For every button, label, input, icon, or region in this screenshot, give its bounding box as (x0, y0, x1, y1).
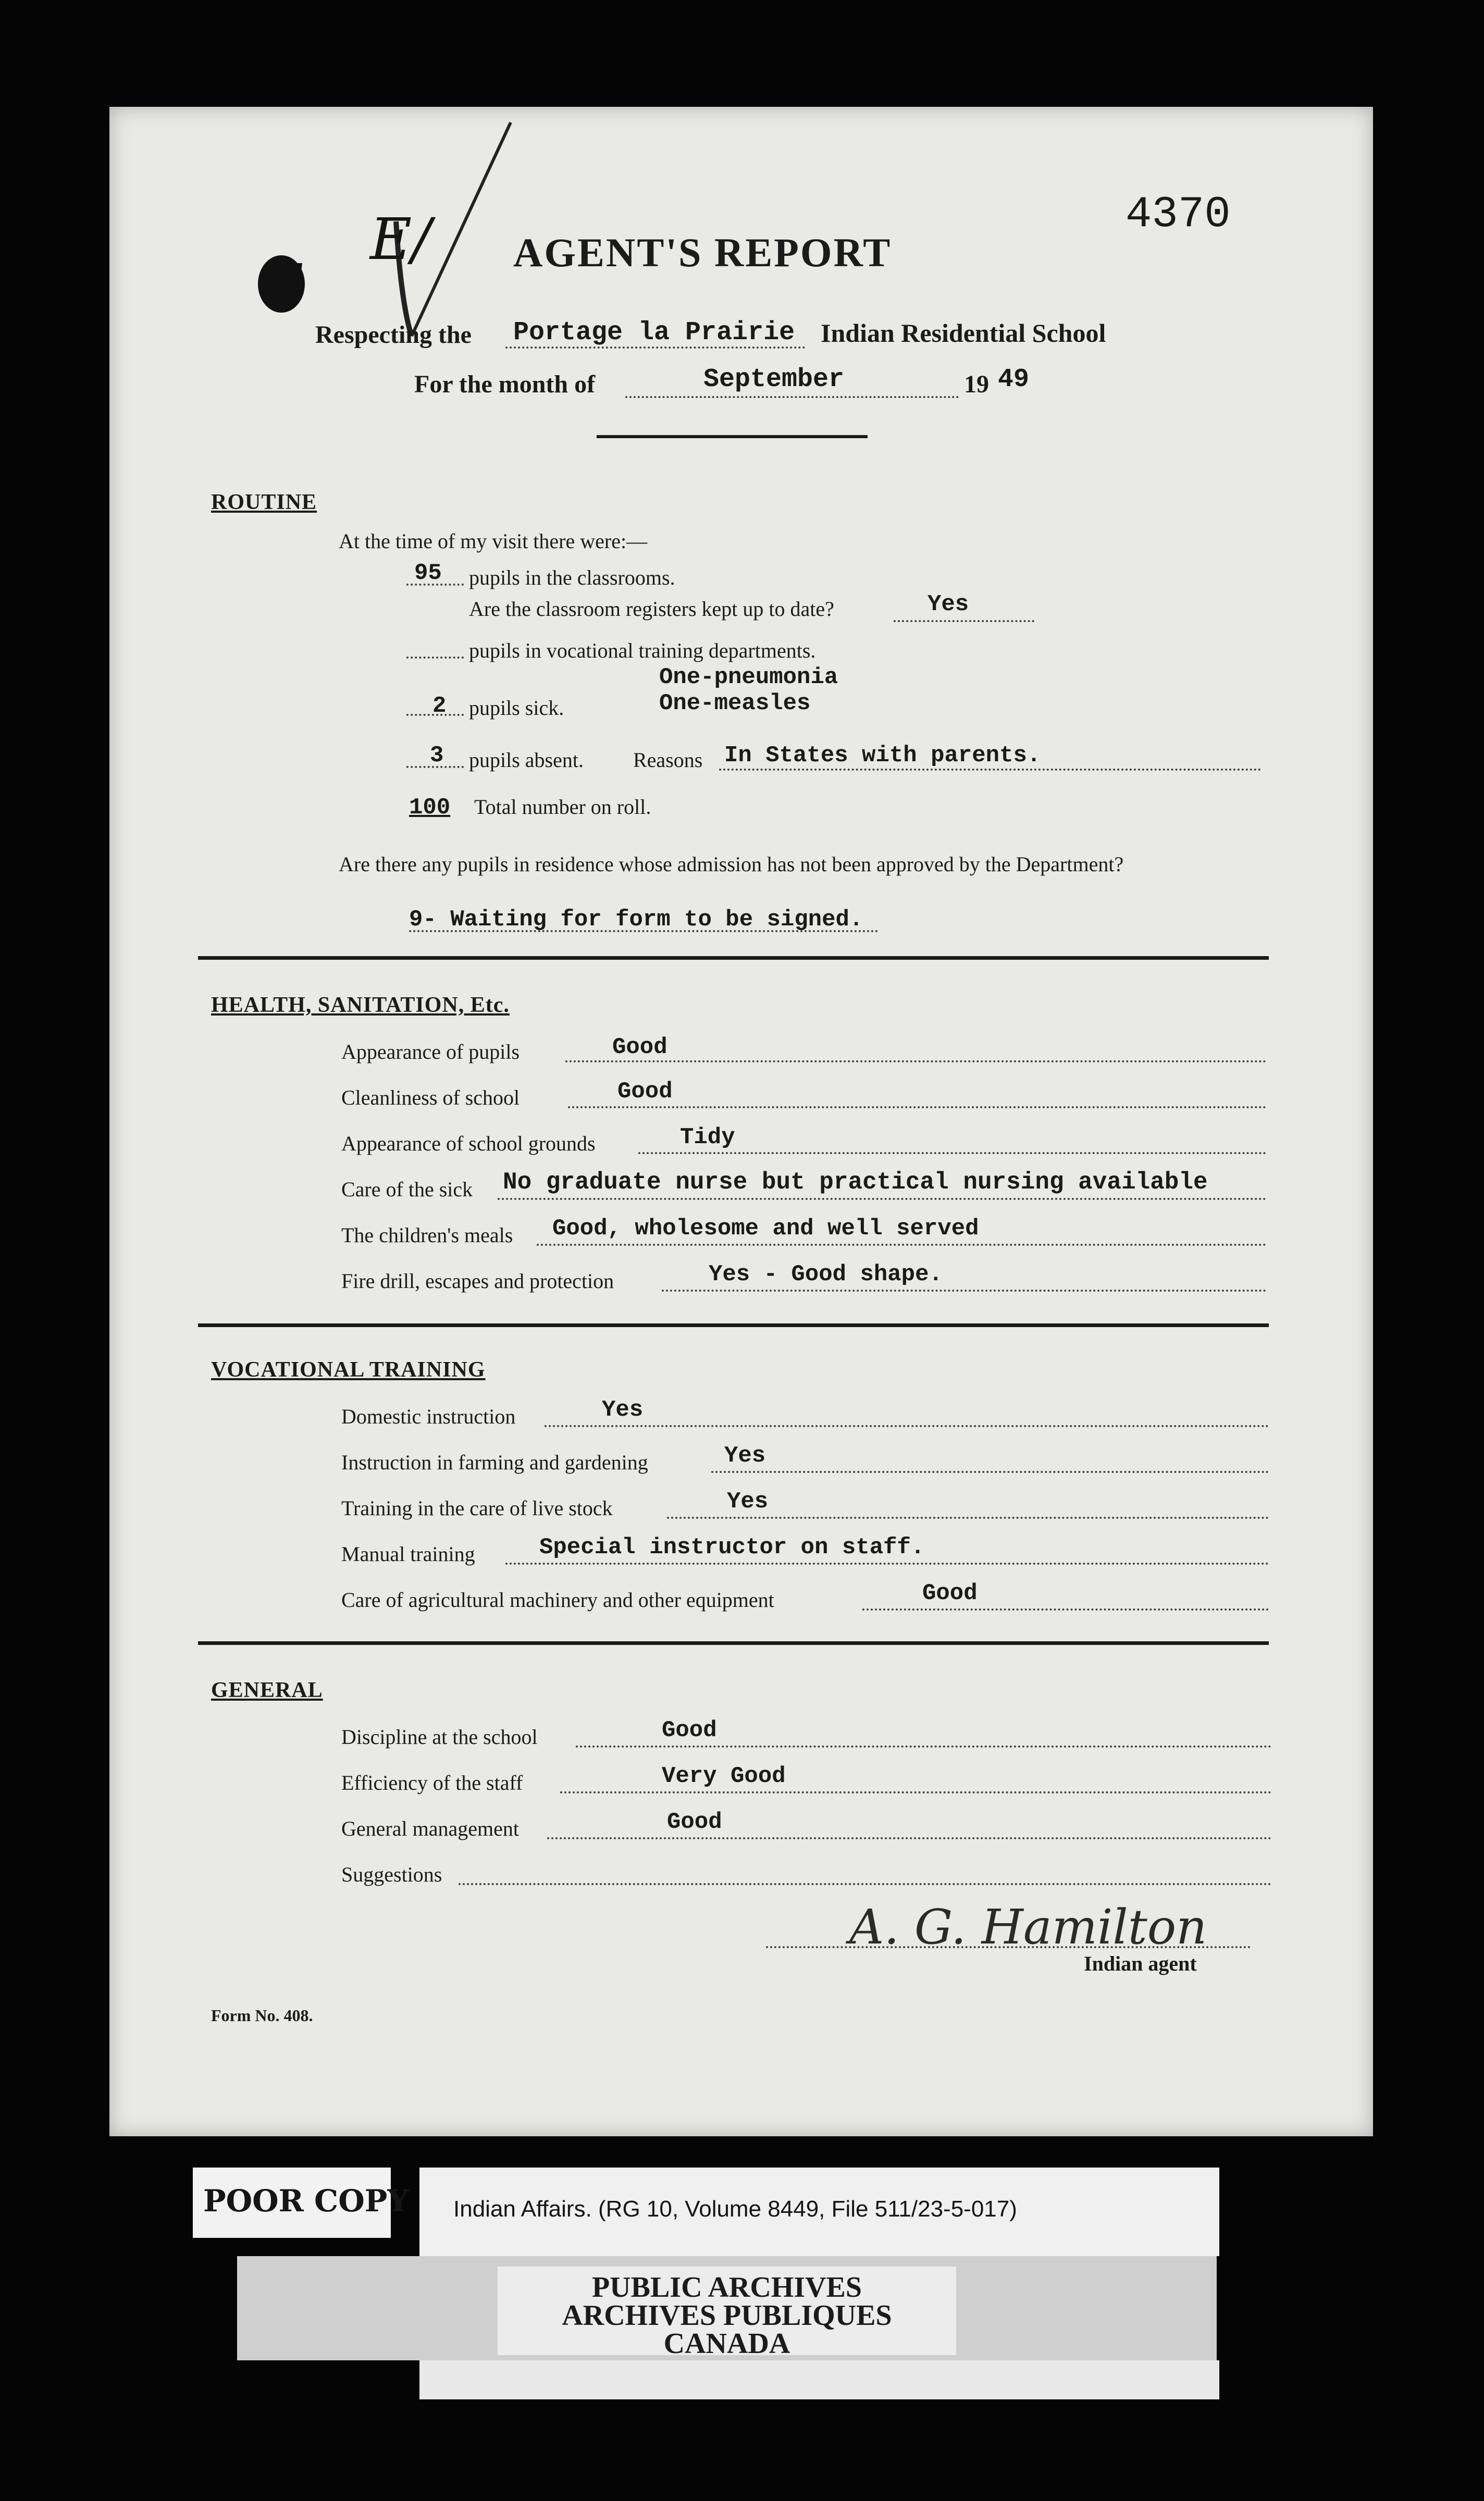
sick-label: pupils sick. (469, 696, 564, 720)
sick-note-pneumonia: One-pneumonia (659, 664, 838, 690)
registers-answer: Yes (928, 591, 969, 617)
vocational-pupils-label: pupils in vocational training departments. (469, 639, 816, 662)
school-name: Portage la Prairie (513, 318, 795, 348)
admission-question: Are there any pupils in residence whose admission has not been approved by the Department? (339, 852, 1124, 876)
sick-count: 2 (432, 693, 447, 719)
poor-copy-label (193, 2168, 409, 2238)
health-value: Good (617, 1079, 673, 1105)
archive-reference-label (419, 2168, 1219, 2256)
health-label: Appearance of pupils (341, 1040, 520, 1063)
routine-intro: At the time of my visit there were:— (339, 529, 648, 553)
health-label: Cleanliness of school (341, 1086, 520, 1109)
reasons-label: Reasons (633, 748, 703, 772)
admission-answer: 9- Waiting for form to be signed. (409, 907, 863, 933)
classrooms-label: pupils in the classrooms. (469, 566, 675, 589)
vocational-label: Manual training (341, 1542, 475, 1566)
absent-label: pupils absent. (469, 748, 584, 772)
general-label: Suggestions (341, 1863, 442, 1886)
archives-line-1: PUBLIC ARCHIVES (591, 2271, 862, 2304)
health-label: The children's meals (341, 1223, 513, 1247)
handwritten-initial: E/ (370, 206, 431, 273)
general-label: Efficiency of the staff (341, 1771, 523, 1794)
vocational-heading: VOCATIONAL TRAINING (211, 1358, 486, 1382)
vocational-value: Yes (602, 1397, 644, 1423)
month-value: September (703, 365, 845, 394)
vocational-label: Training in the care of live stock (341, 1496, 613, 1520)
month-label: For the month of (414, 370, 596, 398)
health-label: Care of the sick (341, 1178, 473, 1201)
signature-role: Indian agent (1084, 1952, 1197, 1975)
archives-stamp (237, 2256, 1217, 2360)
form-number: Form No. 408. (211, 2006, 313, 2025)
vocational-value: Yes (724, 1443, 766, 1469)
health-heading: HEALTH, SANITATION, Etc. (211, 993, 510, 1017)
archives-strip (419, 2360, 1219, 2399)
year-value: 49 (998, 365, 1030, 394)
absent-count: 3 (430, 742, 444, 769)
vocational-value: Good (922, 1580, 978, 1606)
general-value: Very Good (662, 1763, 786, 1789)
general-label: Discipline at the school (341, 1725, 538, 1749)
stamp-number: 4370 (1126, 190, 1231, 240)
health-label: Appearance of school grounds (341, 1132, 596, 1155)
vocational-label: Instruction in farming and gardening (341, 1451, 648, 1474)
health-value: Good (612, 1034, 667, 1060)
health-value: Tidy (680, 1124, 735, 1150)
health-value: No graduate nurse but practical nursing available (503, 1169, 1208, 1196)
year-prefix: 19 (964, 370, 989, 398)
classrooms-count: 95 (414, 560, 442, 586)
page-title: AGENT'S REPORT (513, 230, 892, 275)
registers-question: Are the classroom registers kept up to date? (469, 597, 834, 621)
vocational-label: Care of agricultural machinery and other equipment (341, 1588, 774, 1612)
health-value: Yes - Good shape. (709, 1261, 943, 1287)
general-value: Good (667, 1809, 722, 1835)
health-value: Good, wholesome and well served (552, 1216, 979, 1242)
vocational-value: Yes (727, 1489, 769, 1515)
general-heading: GENERAL (211, 1678, 323, 1702)
archive-reference-text: Indian Affairs. (RG 10, Volume 8449, File 511/23-5-017) (453, 2196, 1017, 2222)
school-suffix: Indian Residential School (821, 318, 1106, 348)
archives-line-3: CANADA (663, 2327, 790, 2360)
vocational-value: Special instructor on staff. (539, 1534, 925, 1561)
routine-heading: ROUTINE (211, 490, 317, 514)
general-label: General management (341, 1817, 519, 1840)
vocational-label: Domestic instruction (341, 1405, 516, 1428)
total-count: 100 (409, 795, 451, 821)
reasons-value: In States with parents. (724, 742, 1041, 769)
total-label: Total number on roll. (474, 795, 651, 819)
agent-signature: A. G. Hamilton (849, 1899, 1207, 1955)
sick-note-measles: One-measles (659, 690, 811, 716)
respecting-label: Respecting the (315, 321, 472, 349)
general-value: Good (662, 1717, 717, 1743)
archives-line-2: ARCHIVES PUBLIQUES (562, 2299, 892, 2332)
poor-copy-text: POOR COPY (203, 2183, 409, 2219)
report-form (109, 107, 1373, 2136)
health-label: Fire drill, escapes and protection (341, 1269, 614, 1293)
